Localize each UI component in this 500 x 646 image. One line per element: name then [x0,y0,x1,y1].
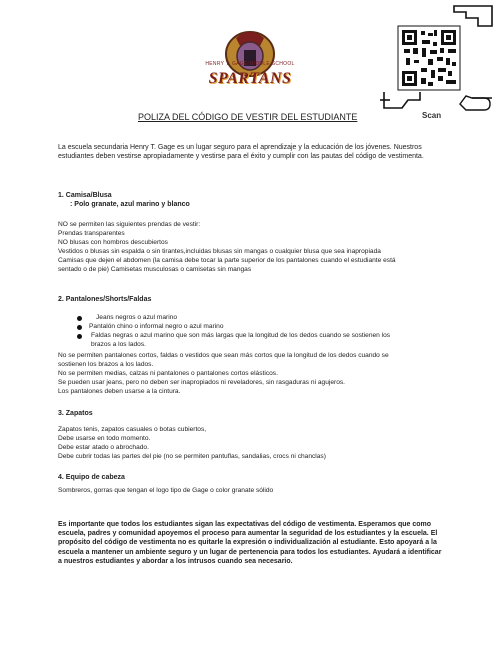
list-item: Pantalón chino o informal negro o azul marino [89,323,224,330]
bullet-icon [77,325,82,330]
page-title: POLIZA DEL CÓDIGO DE VESTIR DEL ESTUDIANTE [138,112,358,122]
list-item: Jeans negros o azul marino [96,314,178,321]
section-heading: 4. Equipo de cabeza [58,474,125,481]
scan-label: Scan [422,111,442,120]
section-line: Debe usarse en todo momento. [58,435,151,442]
closing-paragraph: Es importante que todos los estudiantes sigan las expectativas del código de vestimenta. Esperamos que como escuela, padres y comunidad apoyemos el proceso para aumentar la seguridad de los estudiantes y la escuela. El propósito del código de vestimenta no es quitarle la expresión o individualización al estudiante. Esto apoyará a la escuela a mantener un ambiente seguro y un lugar de pertenencia para todos los estudiantes. Ayudará a identificar a nuestros estudiantes y abordar a los intrusos cuando sea necesario. [58,521,442,565]
logo-wordmark: SPARTANS [208,70,292,87]
school-logo [196,28,304,98]
qr-code-area [380,4,496,122]
list-item-continuation: brazos a los lados. [91,341,146,348]
section-line: Camisas que dejen el abdomen (la camisa debe tocar la parte superior de los pantalones cuando el estudiante está [58,257,396,264]
bullet-icon [77,316,82,321]
section-line: Debe estar atado o abrochado. [58,444,149,451]
section-line: NO blusas con hombros descubiertos [58,239,168,246]
section-line: sentado o de pie) Camisetas musculosas o camisetas sin mangas [58,266,252,273]
section-line: Se pueden usar jeans, pero no deben ser inapropiados ni reveladores, sin rasgaduras ni agujeros. [58,379,346,386]
intro-paragraph: La escuela secundaria Henry T. Gage es un lugar seguro para el aprendizaje y la educación de los jóvenes. Nuestros estudiantes deben vestirse apropiadamente y vestirse para el éxito y cumplir con las pautas del código de vestimenta. [58,144,424,160]
qr-code-icon [380,4,496,122]
section-line: sostienen los brazos a los lados. [58,361,154,368]
section-line: Zapatos tenis, zapatos casuales o botas cubiertos, [58,426,207,433]
section-line: NO se permiten las siguientes prendas de vestir: [58,221,201,228]
bullet-icon [77,334,82,339]
section-line: No se permiten pantalones cortos, faldas o vestidos que sean más cortos que la longitud de los dedos cuando se [58,352,389,359]
section-heading: 2. Pantalones/Shorts/Faldas [58,296,152,303]
section-line: Vestidos o blusas sin espalda o sin tirantes,incluidas blusas sin mangas o cualquier blusa que sea inapropiada [58,248,381,255]
section-line: Debe cubrir todas las partes del pie (no se permiten pantuflas, sandalias, crocs ni chanclas) [58,453,326,460]
section-heading: 1. Camisa/Blusa [58,192,112,199]
section-line: No se permiten medias, calzas ni pantalones o pantalones cortos elásticos. [58,370,278,377]
logo-school-name: HENRY T. GAGE MIDDLE SCHOOL [205,61,295,67]
section-subheading: : Polo granate, azul marino y blanco [70,201,190,208]
list-item: Faldas negras o azul marino que son más largas que la longitud de los dedos cuando se sostienen los [91,332,391,339]
section-line: Sombreros, gorras que tengan el logo tipo de Gage o color granate sólido [58,487,274,494]
section-line: Los pantalones deben usarse a la cintura. [58,388,181,395]
section-line: Prendas transparentes [58,230,125,237]
section-heading: 3. Zapatos [58,410,93,417]
